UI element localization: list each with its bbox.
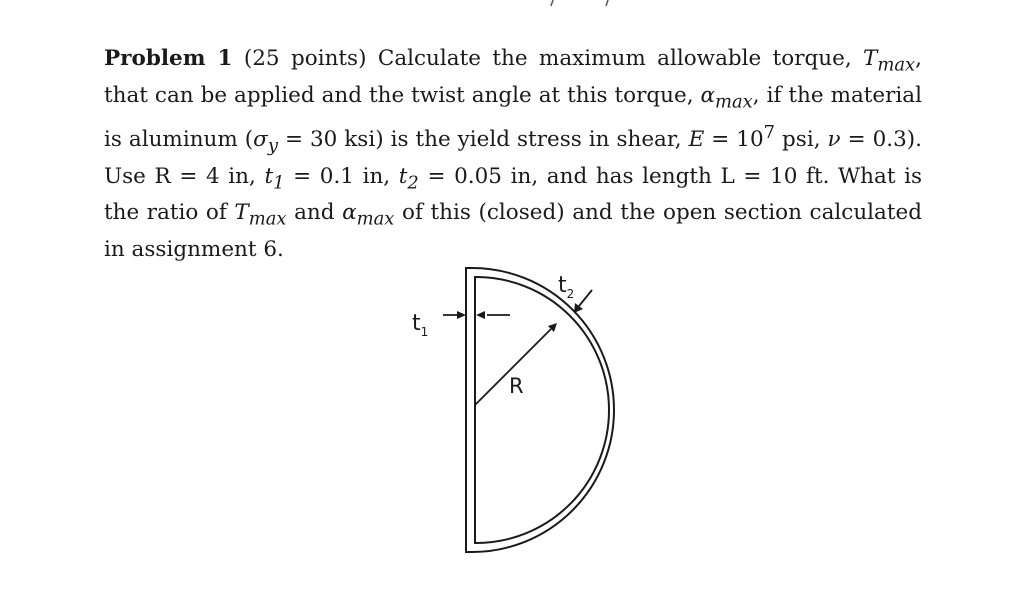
math-sigma-y: $\sigma_y$ [253, 126, 278, 157]
text-segment: psi, [775, 126, 828, 152]
math-exponent: 7 [763, 121, 776, 143]
text-segment: , that can be applied and the twist angle at this torque, [104, 46, 922, 108]
text-segment: = 0.3). Use R = 4 in, [104, 126, 922, 189]
semicircular-section-diagram [395, 255, 625, 565]
problem-statement [104, 44, 922, 266]
math-tmax-ratio: $T_{max}$ [234, 200, 287, 230]
text-segment: = 10 [704, 126, 764, 152]
text-segment: = 30 ksi) is the yield stress in shear, [277, 126, 689, 152]
section-outer-wall [466, 268, 614, 552]
t1-dimension-arrows [443, 311, 510, 319]
cropped-top-marks [0, 0, 1024, 8]
radius-label: R [509, 374, 524, 398]
t2-dimension-arrow [574, 290, 592, 313]
t2-label: $t_2$ [558, 273, 575, 301]
text-segment: and [286, 200, 343, 226]
math-t2: $t_2$ [398, 163, 419, 193]
math-nu: ν [827, 126, 841, 152]
text-segment: Calculate the maximum allowable torque, [366, 46, 864, 71]
problem-heading: Problem 1 [104, 46, 233, 71]
math-alpha-max-ratio: $\alpha_{max}$ [342, 200, 395, 230]
math-tmax: $T_{max}$ [863, 46, 916, 76]
math-t1: $t_1$ [264, 163, 285, 193]
text-segment: , if the material is aluminum ( [104, 82, 922, 152]
math-e: E [688, 126, 705, 152]
text-segment: = 0.1 in, [284, 163, 399, 189]
text-segment: of this (closed) and the open section calculated in assignment 6. [104, 200, 922, 263]
math-alpha-max: $\alpha_{max}$ [700, 82, 753, 113]
section-inner-wall [475, 277, 609, 543]
text-segment: = 0.05 in, and has length L = 10 ft. What is the ratio of [104, 163, 922, 226]
t1-label: $t_1$ [412, 311, 429, 339]
problem-points: (25 points) [243, 46, 367, 71]
